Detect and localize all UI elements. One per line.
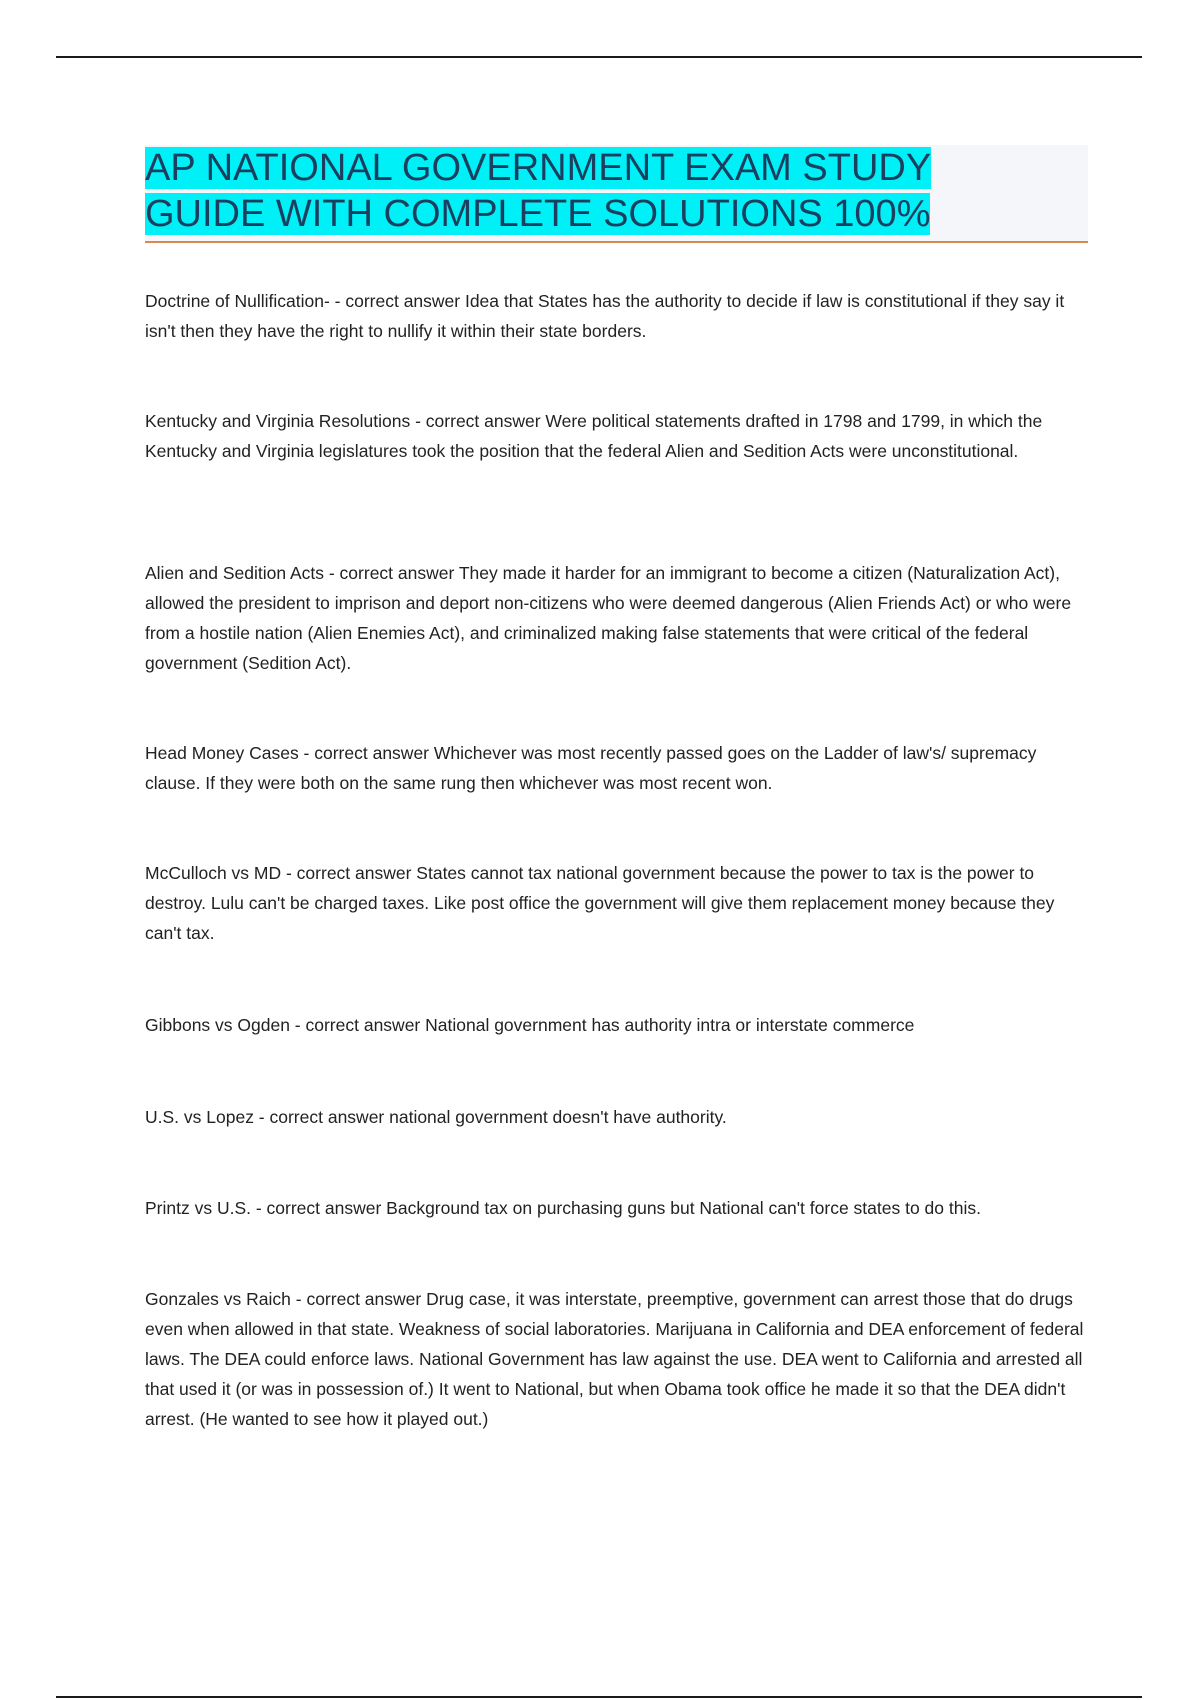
entry-alien-sedition-acts: Alien and Sedition Acts - correct answer They made it harder for an immigrant to become a citizen (Naturalization Act), allowed the president to imprison and deport non-citizens who were deemed dangerous (Alien Friends Act) or who were from a hostile nation (Alien Enemies Act), and criminalized making false statements that were critical of the federal government (Sedition Act).	[145, 563, 1072, 673]
entry-us-vs-lopez: U.S. vs Lopez - correct answer national government doesn't have authority.	[145, 1107, 727, 1127]
top-divider	[56, 56, 1142, 58]
entry-doctrine-of-nullification: Doctrine of Nullification- - correct answer Idea that States has the authority to decide if law is constitutional if they say it isn't then they have the right to nullify it within their state borders.	[145, 291, 1065, 341]
entry-gibbons-vs-ogden: Gibbons vs Ogden - correct answer National government has authority intra or interstate commerce	[145, 1015, 915, 1035]
page-title	[145, 145, 1005, 237]
page-title-text: AP NATIONAL GOVERNMENT EXAM STUDY GUIDE WITH COMPLETE SOLUTIONS 100%	[145, 147, 932, 235]
bottom-divider	[56, 1696, 1142, 1698]
entry-kentucky-virginia-resolutions: Kentucky and Virginia Resolutions - correct answer Were political statements drafted in 1798 and 1799, in which the Kentucky and Virginia legislatures took the position that the federal Alien and Sedition Acts were unconstitutional.	[145, 411, 1043, 461]
entry-mcculloch-vs-md: McCulloch vs MD - correct answer States cannot tax national government because the power to tax is the power to destroy. Lulu can't be charged taxes. Like post office the government will give them replacement money because they can't tax.	[145, 863, 1055, 943]
entry-gonzales-vs-raich: Gonzales vs Raich - correct answer Drug case, it was interstate, preemptive, government can arrest those that do drugs even when allowed in that state. Weakness of social laboratories. Marijuana in California and DEA enforcement of federal laws. The DEA could enforce laws. National Government has law against the use. DEA went to California and arrested all that used it (or was in possession of.) It went to National, but when Obama took office he made it so that the DEA didn't arrest. (He wanted to see how it played out.)	[145, 1289, 1084, 1429]
entry-head-money-cases: Head Money Cases - correct answer Whichever was most recently passed goes on the Ladder of law's/ supremacy clause. If they were both on the same rung then whichever was most recent won.	[145, 743, 1037, 793]
title-block	[145, 145, 1088, 243]
entry-printz-vs-us: Printz vs U.S. - correct answer Background tax on purchasing guns but National can't force states to do this.	[145, 1198, 981, 1218]
